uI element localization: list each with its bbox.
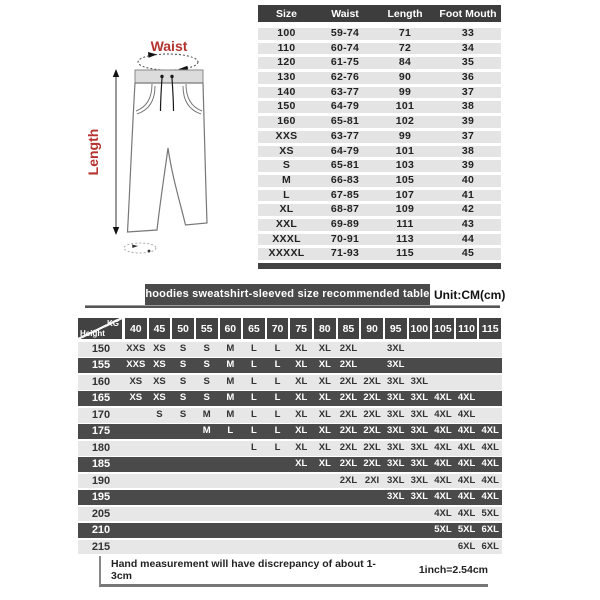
size-table-row [258, 72, 501, 84]
size-table-row [258, 28, 501, 40]
matrix-cell: 3XL [410, 441, 429, 453]
matrix-row [78, 490, 502, 505]
size-cell: 40 [461, 173, 475, 186]
size-column-header: Foot Mouth [439, 7, 497, 20]
height-cell: 165 [91, 392, 111, 405]
size-cell: 67-85 [330, 188, 360, 201]
size-cell: 43 [461, 217, 475, 230]
matrix-cell: XS [153, 392, 166, 404]
matrix-cell: 2XI [364, 474, 380, 486]
pants-diagram [60, 8, 260, 273]
size-cell: S [282, 159, 291, 172]
size-cell: 42 [461, 203, 475, 216]
size-table-row [258, 146, 501, 158]
weight-header-cell: 65 [243, 318, 265, 339]
size-table-row [258, 43, 501, 55]
matrix-cell: L [251, 392, 257, 404]
size-table-row [258, 131, 501, 143]
size-matrix-table [78, 318, 502, 556]
size-cell: 105 [395, 173, 415, 186]
matrix-cell: 3XL [386, 392, 405, 404]
matrix-cell: S [179, 375, 187, 387]
matrix-cell: S [156, 408, 163, 420]
length-arrow-down-icon [113, 227, 119, 235]
size-table-header [258, 5, 501, 22]
matrix-cell: 2XL [339, 343, 358, 354]
height-cell: 185 [91, 458, 111, 471]
matrix-cell: M [226, 359, 235, 371]
weight-header-cell: 40 [125, 318, 147, 339]
matrix-cell: XS [153, 343, 166, 354]
length-label: Length [85, 128, 101, 176]
matrix-cell: L [274, 392, 281, 404]
size-table-row [258, 101, 501, 113]
size-cell: 120 [277, 56, 296, 69]
size-cell: 110 [277, 41, 296, 54]
size-cell: 103 [395, 159, 415, 172]
matrix-cell: M [226, 392, 235, 404]
size-cell: 60-74 [330, 41, 360, 54]
matrix-row [78, 358, 502, 373]
size-table-row [258, 190, 501, 202]
matrix-cell: L [274, 425, 281, 437]
matrix-cell: M [226, 375, 235, 387]
matrix-cell: 2XL [339, 474, 358, 486]
matrix-cell: L [227, 425, 234, 437]
matrix-cell: 4XL [434, 441, 452, 453]
matrix-cell: 3XL [386, 491, 405, 503]
size-cell: 64-79 [330, 100, 360, 113]
size-table-row [258, 116, 501, 128]
size-cell: XXL [275, 217, 298, 230]
size-cell: 39 [461, 115, 475, 128]
size-column-header: Length [387, 7, 423, 20]
size-cell: XXXL [272, 232, 301, 245]
unit-label: Unit:CM(cm) [434, 288, 506, 302]
foot-mouth-ellipse [124, 243, 156, 253]
matrix-cell: L [274, 441, 281, 453]
matrix-cell: 3XL [386, 458, 405, 470]
size-cell: 68-87 [330, 203, 360, 216]
matrix-header-row [78, 318, 502, 339]
size-cell: 62-76 [330, 71, 360, 84]
size-cell: 37 [461, 129, 475, 142]
matrix-cell: 5XL [457, 524, 476, 536]
weight-header-cell: 95 [385, 318, 407, 339]
matrix-cell: 4XL [457, 392, 476, 404]
banner-title: hoodies sweatshirt-sleeved size recommended table [145, 284, 430, 305]
size-cell: 61-75 [330, 56, 360, 69]
matrix-cell: L [274, 359, 281, 371]
matrix-cell: XL [318, 343, 331, 354]
matrix-cell: S [179, 343, 187, 354]
matrix-cell: 3XL [410, 408, 429, 420]
matrix-cell: 2XL [363, 441, 381, 453]
matrix-cell: 4XL [481, 441, 499, 453]
height-cell: 150 [91, 343, 111, 355]
matrix-cell: XL [318, 458, 331, 470]
matrix-cell: XS [129, 375, 143, 387]
matrix-cell: 4XL [481, 491, 499, 503]
matrix-cell: L [251, 359, 257, 371]
matrix-cell: 3XL [410, 425, 429, 437]
corner-height-label: Height [80, 329, 105, 338]
matrix-cell: L [251, 375, 257, 387]
matrix-cell: M [226, 408, 235, 420]
matrix-cell: XS [129, 392, 143, 404]
matrix-cell: L [251, 343, 257, 354]
size-table-row [258, 204, 501, 216]
matrix-cell: 5XL [481, 507, 499, 519]
matrix-row [78, 474, 502, 489]
size-cell: M [281, 173, 292, 186]
height-cell: 195 [91, 491, 111, 504]
weight-header-cell: 110 [456, 318, 478, 339]
size-cell: 101 [395, 100, 415, 113]
matrix-cell: XS [153, 375, 166, 387]
pants-outline [128, 83, 208, 232]
weight-header-cell: 105 [432, 318, 454, 339]
size-cell: XS [279, 144, 294, 157]
size-cell: 102 [395, 115, 415, 128]
matrix-cell: XL [295, 359, 308, 371]
matrix-cell: S [179, 392, 187, 404]
matrix-cell: 3XL [410, 474, 429, 486]
matrix-cell: 2XL [339, 408, 358, 420]
matrix-cell: 3XL [410, 491, 429, 503]
footnote [99, 556, 488, 587]
drawstring-dot-left [160, 75, 163, 78]
matrix-cell: XL [318, 359, 331, 371]
size-cell: 99 [398, 85, 412, 98]
size-cell: 36 [461, 71, 475, 84]
matrix-row [78, 391, 502, 406]
size-cell: 150 [277, 100, 296, 113]
size-cell: 115 [396, 247, 414, 260]
size-cell: 107 [395, 188, 415, 201]
size-cell: 63-77 [330, 85, 360, 98]
matrix-cell: 2XL [339, 458, 358, 470]
footnote-conversion: 1inch=2.54cm [418, 564, 488, 576]
size-cell: 38 [461, 144, 475, 157]
matrix-cell: XL [318, 408, 331, 420]
size-table-footer-bar [258, 263, 501, 269]
matrix-cell: L [274, 375, 281, 387]
matrix-cell: XL [318, 441, 331, 453]
height-cell: 180 [91, 441, 111, 454]
matrix-cell: 2XL [339, 425, 358, 437]
size-cell: 39 [461, 159, 475, 172]
matrix-cell: 3XL [386, 343, 405, 354]
weight-header-cell: 55 [196, 318, 218, 339]
matrix-cell: 4XL [481, 458, 499, 470]
size-table-body [258, 28, 501, 260]
matrix-cell: XXS [126, 343, 146, 354]
size-cell: 64-79 [330, 144, 360, 157]
matrix-cell: L [274, 408, 281, 420]
matrix-cell: XL [295, 425, 308, 437]
size-cell: 45 [461, 247, 475, 260]
size-column-header: Size [275, 7, 297, 20]
matrix-cell: XL [295, 441, 308, 453]
matrix-cell: 4XL [457, 458, 476, 470]
matrix-cell: 4XL [434, 507, 452, 519]
matrix-cell: XL [318, 375, 331, 387]
matrix-row [78, 540, 502, 555]
size-cell: 65-81 [330, 159, 360, 172]
size-cell: 44 [461, 232, 475, 245]
waist-measure-ellipse [138, 54, 198, 70]
matrix-cell: 4XL [434, 474, 452, 486]
matrix-cell: XL [295, 343, 308, 354]
size-cell: XXS [275, 129, 298, 142]
size-cell: 72 [398, 41, 412, 54]
size-cell: 113 [396, 232, 414, 245]
size-cell: 35 [461, 56, 475, 69]
size-cell: 84 [398, 56, 412, 69]
matrix-cell: 3XL [386, 375, 405, 387]
size-cell: 109 [395, 203, 415, 216]
size-cell: 71-93 [330, 247, 360, 260]
matrix-cell: L [274, 343, 281, 354]
matrix-cell: 6XL [457, 540, 476, 552]
size-table-row [258, 160, 501, 172]
matrix-cell: XXS [126, 359, 146, 371]
matrix-row [78, 375, 502, 390]
weight-header-cell: 75 [290, 318, 312, 339]
matrix-cell: 2XL [363, 408, 381, 420]
weight-header-cell: 60 [220, 318, 242, 339]
matrix-row [78, 523, 502, 538]
matrix-row [78, 424, 502, 439]
size-cell: L [283, 188, 290, 201]
matrix-cell: XL [318, 392, 331, 404]
matrix-cell: S [203, 375, 210, 387]
size-cell: 100 [277, 27, 296, 39]
matrix-cell: L [251, 441, 257, 453]
size-cell: XXXXL [268, 247, 305, 260]
size-cell: 63-77 [330, 129, 360, 142]
foot-mouth-mark [148, 250, 151, 253]
matrix-cell: 3XL [410, 375, 429, 387]
matrix-cell: 3XL [386, 474, 405, 486]
matrix-cell: 4XL [434, 491, 452, 503]
matrix-cell: 4XL [457, 491, 476, 503]
matrix-cell: 4XL [457, 474, 476, 486]
size-table-row [258, 175, 501, 187]
matrix-cell: 4XL [434, 425, 452, 437]
matrix-corner-cell [78, 318, 122, 339]
weight-header-cell: 80 [314, 318, 336, 339]
matrix-cell: 4XL [481, 474, 499, 486]
matrix-cell: S [179, 359, 187, 371]
weight-header-cell: 70 [267, 318, 289, 339]
matrix-cell: S [179, 408, 187, 420]
matrix-cell: XL [318, 425, 331, 437]
matrix-cell: 4XL [457, 408, 476, 420]
matrix-cell: L [251, 408, 257, 420]
size-cell: 38 [461, 100, 475, 113]
matrix-cell: 4XL [457, 507, 476, 519]
size-cell: 130 [277, 71, 296, 84]
size-cell: 99 [398, 129, 412, 142]
matrix-cell: 4XL [457, 441, 476, 453]
size-table-row [258, 57, 501, 69]
pants-size-table [258, 5, 501, 269]
matrix-cell: XL [295, 392, 308, 404]
matrix-cell: 2XL [339, 441, 358, 453]
height-cell: 210 [91, 524, 111, 537]
size-cell: 69-89 [330, 217, 360, 230]
height-cell: 190 [91, 474, 111, 487]
size-cell: 90 [398, 71, 412, 84]
size-cell: 140 [277, 85, 296, 98]
matrix-cell: 2XL [363, 392, 381, 404]
matrix-cell: L [251, 425, 257, 437]
size-table-row [258, 248, 501, 260]
foot-mouth-arrow-icon [132, 245, 138, 249]
matrix-row [78, 507, 502, 522]
height-cell: 170 [91, 408, 111, 421]
weight-header-cell: 90 [361, 318, 383, 339]
matrix-row [78, 342, 502, 357]
size-table-row [258, 219, 501, 231]
matrix-cell: 3XL [410, 392, 429, 404]
height-cell: 205 [91, 507, 111, 520]
matrix-cell: XL [295, 408, 308, 420]
matrix-cell: 3XL [386, 359, 405, 371]
height-cell: 155 [91, 359, 111, 372]
matrix-cell: 2XL [339, 392, 358, 404]
height-cell: 175 [91, 425, 111, 438]
matrix-cell: XL [295, 375, 308, 387]
matrix-cell: 4XL [481, 425, 499, 437]
matrix-cell: S [203, 359, 210, 371]
matrix-body [78, 342, 502, 554]
matrix-cell: XL [295, 458, 308, 470]
size-cell: XL [279, 203, 294, 216]
matrix-cell: M [202, 408, 211, 420]
matrix-cell: 2XL [363, 458, 381, 470]
size-table-row [258, 87, 501, 99]
drawstring-dot-right [170, 75, 173, 78]
size-cell: 37 [461, 85, 475, 98]
size-cell: 33 [461, 27, 475, 39]
weight-header-cell: 100 [409, 318, 431, 339]
waistband [135, 70, 203, 83]
size-cell: 59-74 [330, 27, 360, 39]
size-table-row [258, 234, 501, 246]
size-column-header: Waist [331, 7, 359, 20]
length-arrow-up-icon [113, 69, 119, 77]
footnote-text: Hand measurement will have discrepancy of about 1-3cm [111, 558, 376, 582]
matrix-cell: 6XL [481, 524, 499, 536]
size-cell: 66-83 [330, 173, 360, 186]
weight-header-cell: 45 [149, 318, 171, 339]
matrix-cell: 3XL [386, 441, 405, 453]
size-cell: 111 [396, 217, 414, 230]
height-cell: 215 [91, 540, 111, 553]
corner-kg-label: KG [107, 319, 119, 328]
waist-label: Waist [150, 38, 188, 54]
matrix-cell: 3XL [386, 425, 405, 437]
matrix-row [78, 457, 502, 472]
matrix-cell: M [226, 343, 235, 354]
size-cell: 65-81 [330, 115, 360, 128]
matrix-cell: 2XL [339, 375, 358, 387]
divider-line [85, 305, 500, 308]
size-cell: 34 [461, 41, 475, 54]
weight-header-cell: 85 [338, 318, 360, 339]
matrix-cell: 4XL [434, 408, 452, 420]
size-cell: 101 [395, 144, 415, 157]
matrix-cell: 4XL [434, 458, 452, 470]
matrix-row [78, 441, 502, 456]
matrix-cell: S [203, 392, 210, 404]
matrix-cell: S [203, 343, 210, 354]
matrix-row [78, 408, 502, 423]
size-cell: 41 [461, 188, 475, 201]
height-cell: 160 [91, 375, 111, 388]
matrix-cell: 6XL [481, 540, 499, 552]
size-cell: 70-91 [330, 232, 360, 245]
matrix-cell: 2XL [363, 375, 381, 387]
matrix-cell: 4XL [457, 425, 476, 437]
matrix-cell: 3XL [410, 458, 429, 470]
matrix-cell: 4XL [434, 392, 452, 404]
matrix-cell: 5XL [434, 524, 452, 536]
weight-header-cell: 115 [479, 318, 501, 339]
matrix-cell: 2XL [363, 425, 381, 437]
matrix-cell: 2XL [339, 359, 358, 371]
matrix-cell: M [202, 425, 211, 437]
matrix-cell: 3XL [386, 408, 405, 420]
matrix-cell: XS [153, 359, 166, 371]
size-cell: 71 [398, 27, 412, 39]
size-cell: 160 [277, 115, 296, 128]
weight-header-cell: 50 [172, 318, 194, 339]
